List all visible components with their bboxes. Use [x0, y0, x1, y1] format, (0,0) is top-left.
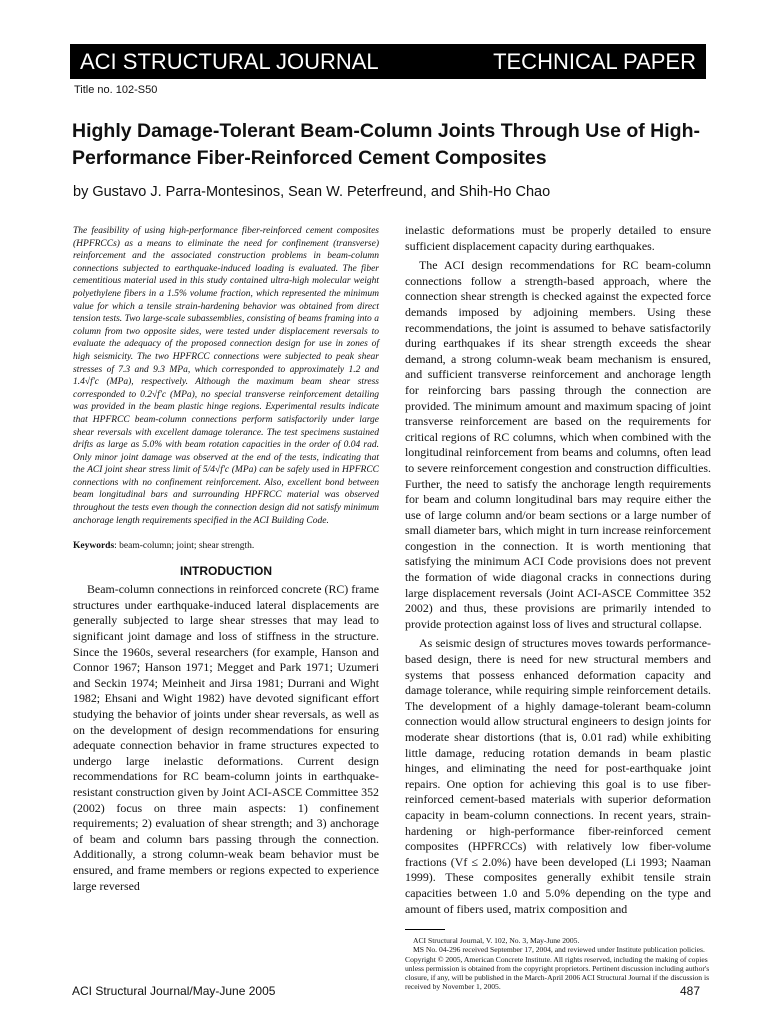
right-paragraph-1: inelastic deformations must be properly detailed to ensure sufficient displacement capacity during earthquakes.	[405, 223, 711, 253]
footnote-citation: ACI Structural Journal, V. 102, No. 3, May-June 2005.	[413, 936, 580, 946]
paper-title: Highly Damage-Tolerant Beam-Column Joints Through Use of High-Performance Fiber-Reinforced Cement Composites	[72, 120, 700, 169]
page-number: 487	[679, 984, 700, 998]
keywords-text: : beam-column; joint; shear strength.	[114, 541, 255, 552]
abstract: The feasibility of using high-performance fiber-reinforced cement composites (HPFRCCs) as a means to eliminate the need for confinement (transverse) reinforcement and the associated construction problems in beam-column connections subjected to earthquake-induced loading is evaluated. The fiber cementitious material used in this study contained ultra-high molecular weight polyethylene fibers in a 1.5% volume fraction, which represented the minimum value for which a tensile strain-hardening behavior was obtained from direct tension tests. Two large-scale subassemblies, consisting of beams framing into a column from two opposite sides, were tested under displacement reversals to evaluate the adequacy of the proposed connection design for use in zones of high seismicity. The two HPFRCC connections were subjected to peak shear stresses of 7.3 and 9.3 MPa, which corresponded to approximately 1.2 and 1.4√f′c (MPa), respectively. Although the maximum beam shear stress corresponded to 0.2√f′c (MPa), no special transverse reinforcement detailing was provided in the beam plastic hinge regions. Experimental results indicate that HPFRCC beam-column connections perform satisfactorily under large shear reversals with excellent damage tolerance. The test specimens sustained drifts as large as 5.0% with beam rotation capacities in the order of 0.04 rad. Only minor joint damage was observed at the end of the tests, indicating that the ACI joint shear stress limit of 5/4√f′c (MPa) can be safely used in HPFRCC connections with no confinement reinforcement. Also, excellent bond between beam longitudinal bars and surrounding HPFRCC material was observed throughout the tests even though the connection design did not satisfy minimum anchorage length requirements specified in the ACI Building Code.	[73, 226, 379, 526]
journal-name: ACI STRUCTURAL JOURNAL	[80, 49, 379, 74]
journal-banner	[70, 44, 706, 79]
footnote-copyright: MS No. 04-296 received September 17, 2004, and reviewed under Institute publication policies. Copyright © 2005, American Concrete Institute. All rights reserved, including the making of copies unless permission is obtained from the copyright proprietors. Pertinent discussion including author's closure, if any, will be published in the March-April 2006 ACI Structural Journal if the discussion is received by November 1, 2005.	[405, 945, 710, 992]
footer-journal: ACI Structural Journal/May-June 2005	[72, 984, 276, 998]
footnote-divider	[405, 929, 445, 930]
paper-type: TECHNICAL PAPER	[493, 49, 696, 74]
authors: by Gustavo J. Parra-Montesinos, Sean W. Peterfreund, and Shih-Ho Chao	[73, 184, 551, 200]
title-number: Title no. 102-S50	[74, 84, 158, 96]
right-column	[405, 223, 711, 991]
introduction-heading: INTRODUCTION	[180, 564, 272, 579]
intro-paragraph: Beam-column connections in reinforced concrete (RC) frame structures under earthquake-induced lateral displacements are generally subjected to large shear stresses that may lead to significant joint damage and loss of stiffness in the structure. Since the 1960s, several researchers (for example, Hanson and Connor 1967; Hanson 1971; Megget and Park 1971; Uzumeri and Seckin 1974; Meinheit and Jirsa 1981; Durrani and Wight 1982; Ehsani and Wight 1982) have devoted significant effort studying the behavior of joints under shear reversals, as well as on the development of design recommendations for ensuring adequate connection behavior in frame structures expected to undergo large inelastic deformations. Current design recommendations for RC beam-column joints in earthquake-resistant construction given by Joint ACI-ASCE Committee 352 (2002) focus on three main aspects: 1) confinement requirements; 2) evaluation of shear strength; and 3) anchorage of beam and column bars passing through the connection. Additionally, a strong column-weak beam behavior must be ensured, and frame members or regions expected to experience large reversed	[73, 582, 379, 893]
keywords	[73, 541, 379, 551]
right-paragraph-2: The ACI design recommendations for RC beam-column connections follow a strength-based approach, where the connection shear strength is checked against the expected force demands imposed by adjoining members. Using these recommendations, the joint is assumed to behave satisfactorily during earthquakes if its shear strength exceeds the shear demand, a strong column-weak beam mechanism is ensured, and sufficient transverse reinforcement and anchorage length for reinforcing bars passing through the connection are provided. The minimum amount and maximum spacing of joint transverse reinforcement are based on the requirements for critical regions of RC columns, which when combined with the longitudinal reinforcement from beams and columns, often lead to severe reinforcement congestion and construction difficulties. Further, the need to satisfy the anchorage length requirements for beam and column longitudinal bars may require either the use of large column and/or beam sections or a large number of small diameter bars, which might in turn increase reinforcement congestion in the connection. It is worth mentioning that satisfying the minimum ACI Code provisions does not prevent the formation of wide diagonal cracks in connections during large displacement reversals (Joint ACI-ASCE Committee 352 2002) and thus, these provisions are primarily intended to provide protection against loss of lives and structural collapse.	[405, 258, 711, 631]
right-paragraph-3: As seismic design of structures moves towards performance-based design, there is need for new structural members and systems that possess enhanced deformation capacity and damage tolerance, while requiring simple reinforcement details. The development of a highly damage-tolerant beam-column connection would allow structural engineers to design joints for moderate shear distortions (that is, 0.01 rad) while exhibiting little damage, reducing rotation demands in beam plastic hinges, and eliminating the need for post-earthquake joint repairs. One option for achieving this goal is to use fiber-reinforced cement-based materials with superior deformation capacity in beam-column connections. In recent years, strain-hardening or high-performance fiber-reinforced cement composites (HPFRCCs) with relatively low fiber-volume fractions (Vf ≤ 2.0%) have been developed (Li 1993; Naaman 1999). These composites generally exhibit tensile strain capacities between 1.0 and 5.0% depending on the type and amount of fibers used, matrix composition and	[405, 636, 711, 916]
keywords-label: Keywords	[73, 541, 115, 552]
left-column	[73, 225, 379, 894]
